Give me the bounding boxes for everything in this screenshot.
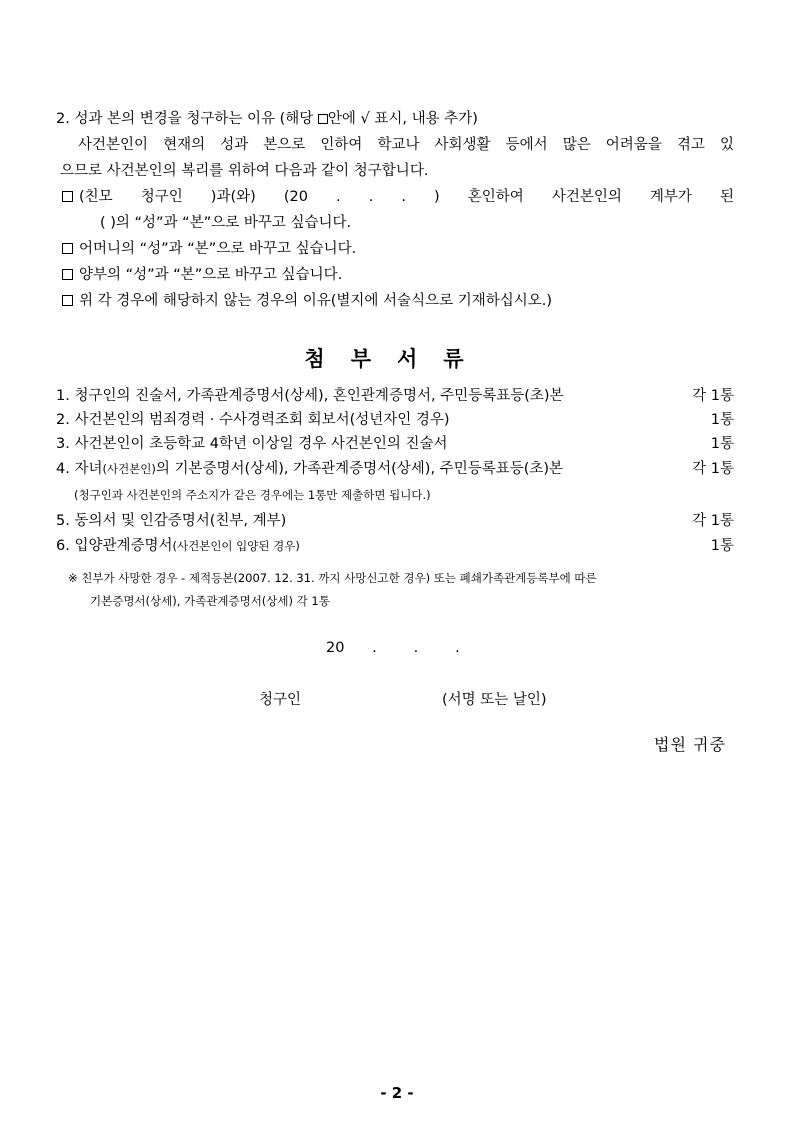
attachment-item-5 bbox=[56, 511, 734, 531]
reason-paragraph-line-1: 사건본인이 현재의 성과 본으로 인하여 학교나 사회생활 등에서 많은 어려움을 겪고 있 bbox=[78, 137, 734, 153]
reason-paragraph-line-2: 으므로 사건본인의 복리를 위하여 다음과 같이 청구합니다. bbox=[60, 163, 429, 179]
option-mother[interactable] bbox=[62, 239, 356, 259]
signature-field[interactable]: (서명 또는 날인) bbox=[442, 692, 547, 708]
checkbox-icon[interactable] bbox=[62, 243, 73, 254]
option-mother-label: 어머니의 “성”과 “본”으로 바꾸고 싶습니다. bbox=[79, 241, 357, 257]
attachment-item-count: 각 1통 bbox=[692, 388, 734, 404]
death-note-line-1: ※ 친부가 사망한 경우 - 제적등본(2007. 12. 31. 까지 사망신고한 경우) 또는 폐쇄가족관계등록부에 따른 bbox=[68, 571, 597, 585]
attachment-item-label bbox=[56, 459, 563, 479]
option-other-reason-label: 위 각 경우에 해당하지 않는 경우의 이유(별지에 서술식으로 기재하십시오.) bbox=[79, 293, 553, 309]
attachment-item-label-part: 의 기본증명서(상세), 가족관계증명서(상세), 주민등록표등(초)본 bbox=[155, 461, 564, 477]
attachment-item-count: 각 1통 bbox=[692, 513, 734, 529]
checkbox-icon bbox=[318, 114, 328, 124]
date-line: 20 . . . bbox=[326, 640, 460, 656]
attachment-item-1 bbox=[56, 386, 734, 406]
checkbox-icon[interactable] bbox=[62, 269, 73, 280]
attachment-item-6 bbox=[56, 536, 734, 556]
option-stepfather[interactable] bbox=[62, 187, 734, 207]
attachment-item-label: 3. 사건본인이 초등학교 4학년 이상일 경우 사건본인의 진술서 bbox=[56, 436, 448, 452]
option-stepfather-line-2: ( )의 “성”과 “본”으로 바꾸고 싶습니다. bbox=[100, 215, 352, 231]
reason-heading bbox=[56, 109, 478, 129]
attachment-item-count: 각 1통 bbox=[692, 461, 734, 477]
attachment-item-label-part: 6. 입양관계증명서 bbox=[56, 538, 173, 554]
option-stepfather-line-1: (친모 청구인 )과(와) (20 . . . ) 혼인하여 사건본인의 계부가 된 bbox=[79, 189, 734, 205]
attachment-item-count: 1통 bbox=[710, 412, 734, 428]
attachment-item-3 bbox=[56, 434, 734, 454]
attachment-item-count: 1통 bbox=[710, 436, 734, 452]
option-other-reason[interactable] bbox=[62, 291, 552, 311]
checkbox-icon[interactable] bbox=[62, 295, 73, 306]
attachments-title: 첨부서류 bbox=[304, 347, 490, 371]
reason-heading-text-b: 안에 √ 표시, 내용 추가) bbox=[327, 111, 478, 127]
death-note-line-2: 기본증명서(상세), 가족관계증명서(상세) 각 1통 bbox=[90, 594, 330, 608]
attachment-item-2 bbox=[56, 410, 734, 430]
claimant-label: 청구인 bbox=[259, 692, 302, 708]
attachment-note-item-4: (청구인과 사건본인의 주소지가 같은 경우에는 1통만 제출하면 됩니다.) bbox=[74, 488, 431, 502]
attachment-item-label-part: 4. 자녀 bbox=[56, 461, 103, 477]
option-adoptive-father-label: 양부의 “성”과 “본”으로 바꾸고 싶습니다. bbox=[79, 267, 343, 283]
attachment-item-4 bbox=[56, 459, 734, 479]
reason-heading-text-a: 2. 성과 본의 변경을 청구하는 이유 (해당 bbox=[56, 111, 318, 127]
court-addressee: 법원 귀중 bbox=[654, 735, 726, 754]
attachment-item-label: 1. 청구인의 진술서, 가족관계증명서(상세), 혼인관계증명서, 주민등록표등(초)본 bbox=[56, 388, 564, 404]
option-adoptive-father[interactable] bbox=[62, 265, 342, 285]
attachment-item-label-small: (사건본인) bbox=[102, 462, 156, 476]
attachment-item-count: 1통 bbox=[710, 538, 734, 554]
page-number: - 2 - bbox=[380, 1084, 414, 1102]
attachment-item-label bbox=[56, 536, 300, 556]
checkbox-icon[interactable] bbox=[62, 191, 73, 202]
attachment-item-label: 5. 동의서 및 인감증명서(친부, 계부) bbox=[56, 513, 287, 529]
attachment-item-label: 2. 사건본인의 범죄경력 · 수사경력조회 회보서(성년자인 경우) bbox=[56, 412, 450, 428]
attachment-item-label-small: (사건본인이 입양된 경우) bbox=[172, 539, 300, 553]
